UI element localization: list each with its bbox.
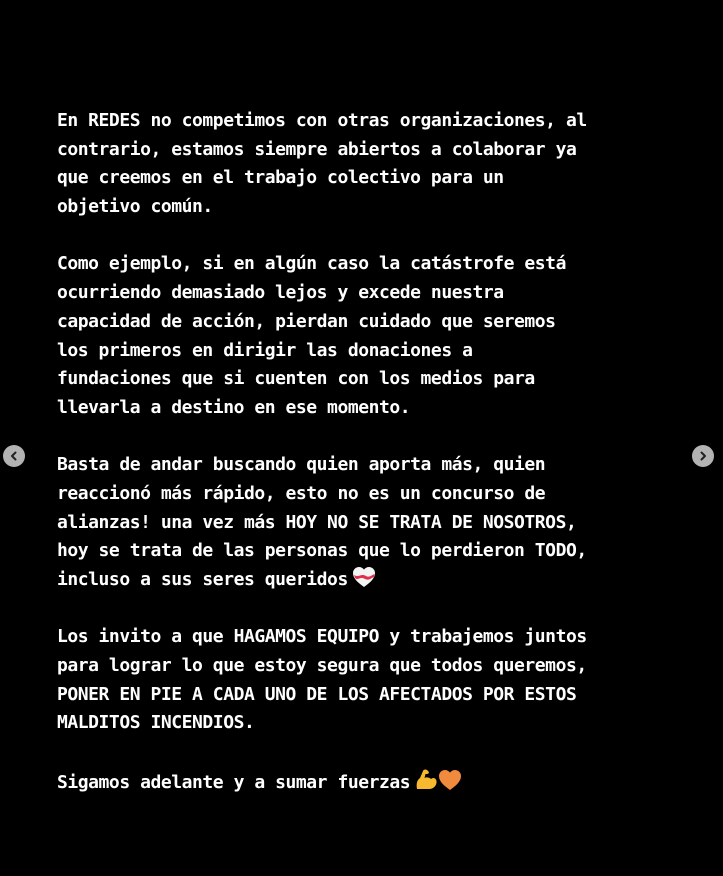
text-line: contrario, estamos siempre abiertos a colaborar ya [57, 138, 577, 160]
text-line: MALDITOS INCENDIOS. [57, 712, 255, 734]
text-line: Como ejemplo, si en algún caso la catástrofe está [57, 253, 566, 275]
text-line: alianzas! una vez más HOY NO SE TRATA DE NOSOTROS, [57, 511, 577, 533]
text-line: objetivo común. [57, 196, 213, 218]
story-text [57, 107, 687, 824]
text-line: fundaciones que si cuenten con los medios para [57, 368, 535, 390]
paragraph-2 [57, 250, 687, 422]
text-line: PONER EN PIE A CADA UNO DE LOS AFECTADOS POR ESTOS [57, 683, 577, 705]
text-line: Basta de andar buscando quien aporta más, quien [57, 454, 546, 476]
text-line: que creemos en el trabajo colectivo para un [57, 167, 504, 189]
text-line: reaccionó más rápido, esto no es un concurso de [57, 482, 546, 504]
text-line: incluso a sus seres queridos [57, 569, 348, 590]
text-line-with-emoji [57, 767, 687, 796]
paragraph-5 [57, 767, 687, 796]
text-line: llevarla a destino en ese momento. [57, 396, 411, 418]
text-line: los primeros en dirigir las donaciones a [57, 339, 473, 361]
paragraph-4 [57, 623, 687, 738]
orange-heart-icon [438, 769, 462, 801]
previous-story-button[interactable] [3, 445, 25, 467]
text-line-with-emoji [57, 566, 687, 595]
chevron-left-icon [9, 451, 19, 461]
text-line: capacidad de acción, pierdan cuidado que seremos [57, 310, 556, 332]
text-line: Los invito a que HAGAMOS EQUIPO y trabajemos juntos [57, 626, 587, 648]
chevron-right-icon [698, 451, 708, 461]
text-line: En REDES no competimos con otras organizaciones, al [57, 110, 587, 131]
paragraph-3 [57, 451, 687, 594]
text-line: Sigamos adelante y a sumar fuerzas [57, 771, 411, 793]
heart-with-ribbon-icon [352, 566, 376, 598]
text-line: para lograr lo que estoy segura que todos queremos, [57, 655, 587, 677]
next-story-button[interactable] [692, 445, 714, 467]
flexed-biceps-icon [414, 767, 438, 801]
text-line: hoy se trata de las personas que lo perdieron TODO, [57, 540, 587, 562]
paragraph-1 [57, 107, 687, 222]
text-line: ocurriendo demasiado lejos y excede nuestra [57, 282, 504, 304]
